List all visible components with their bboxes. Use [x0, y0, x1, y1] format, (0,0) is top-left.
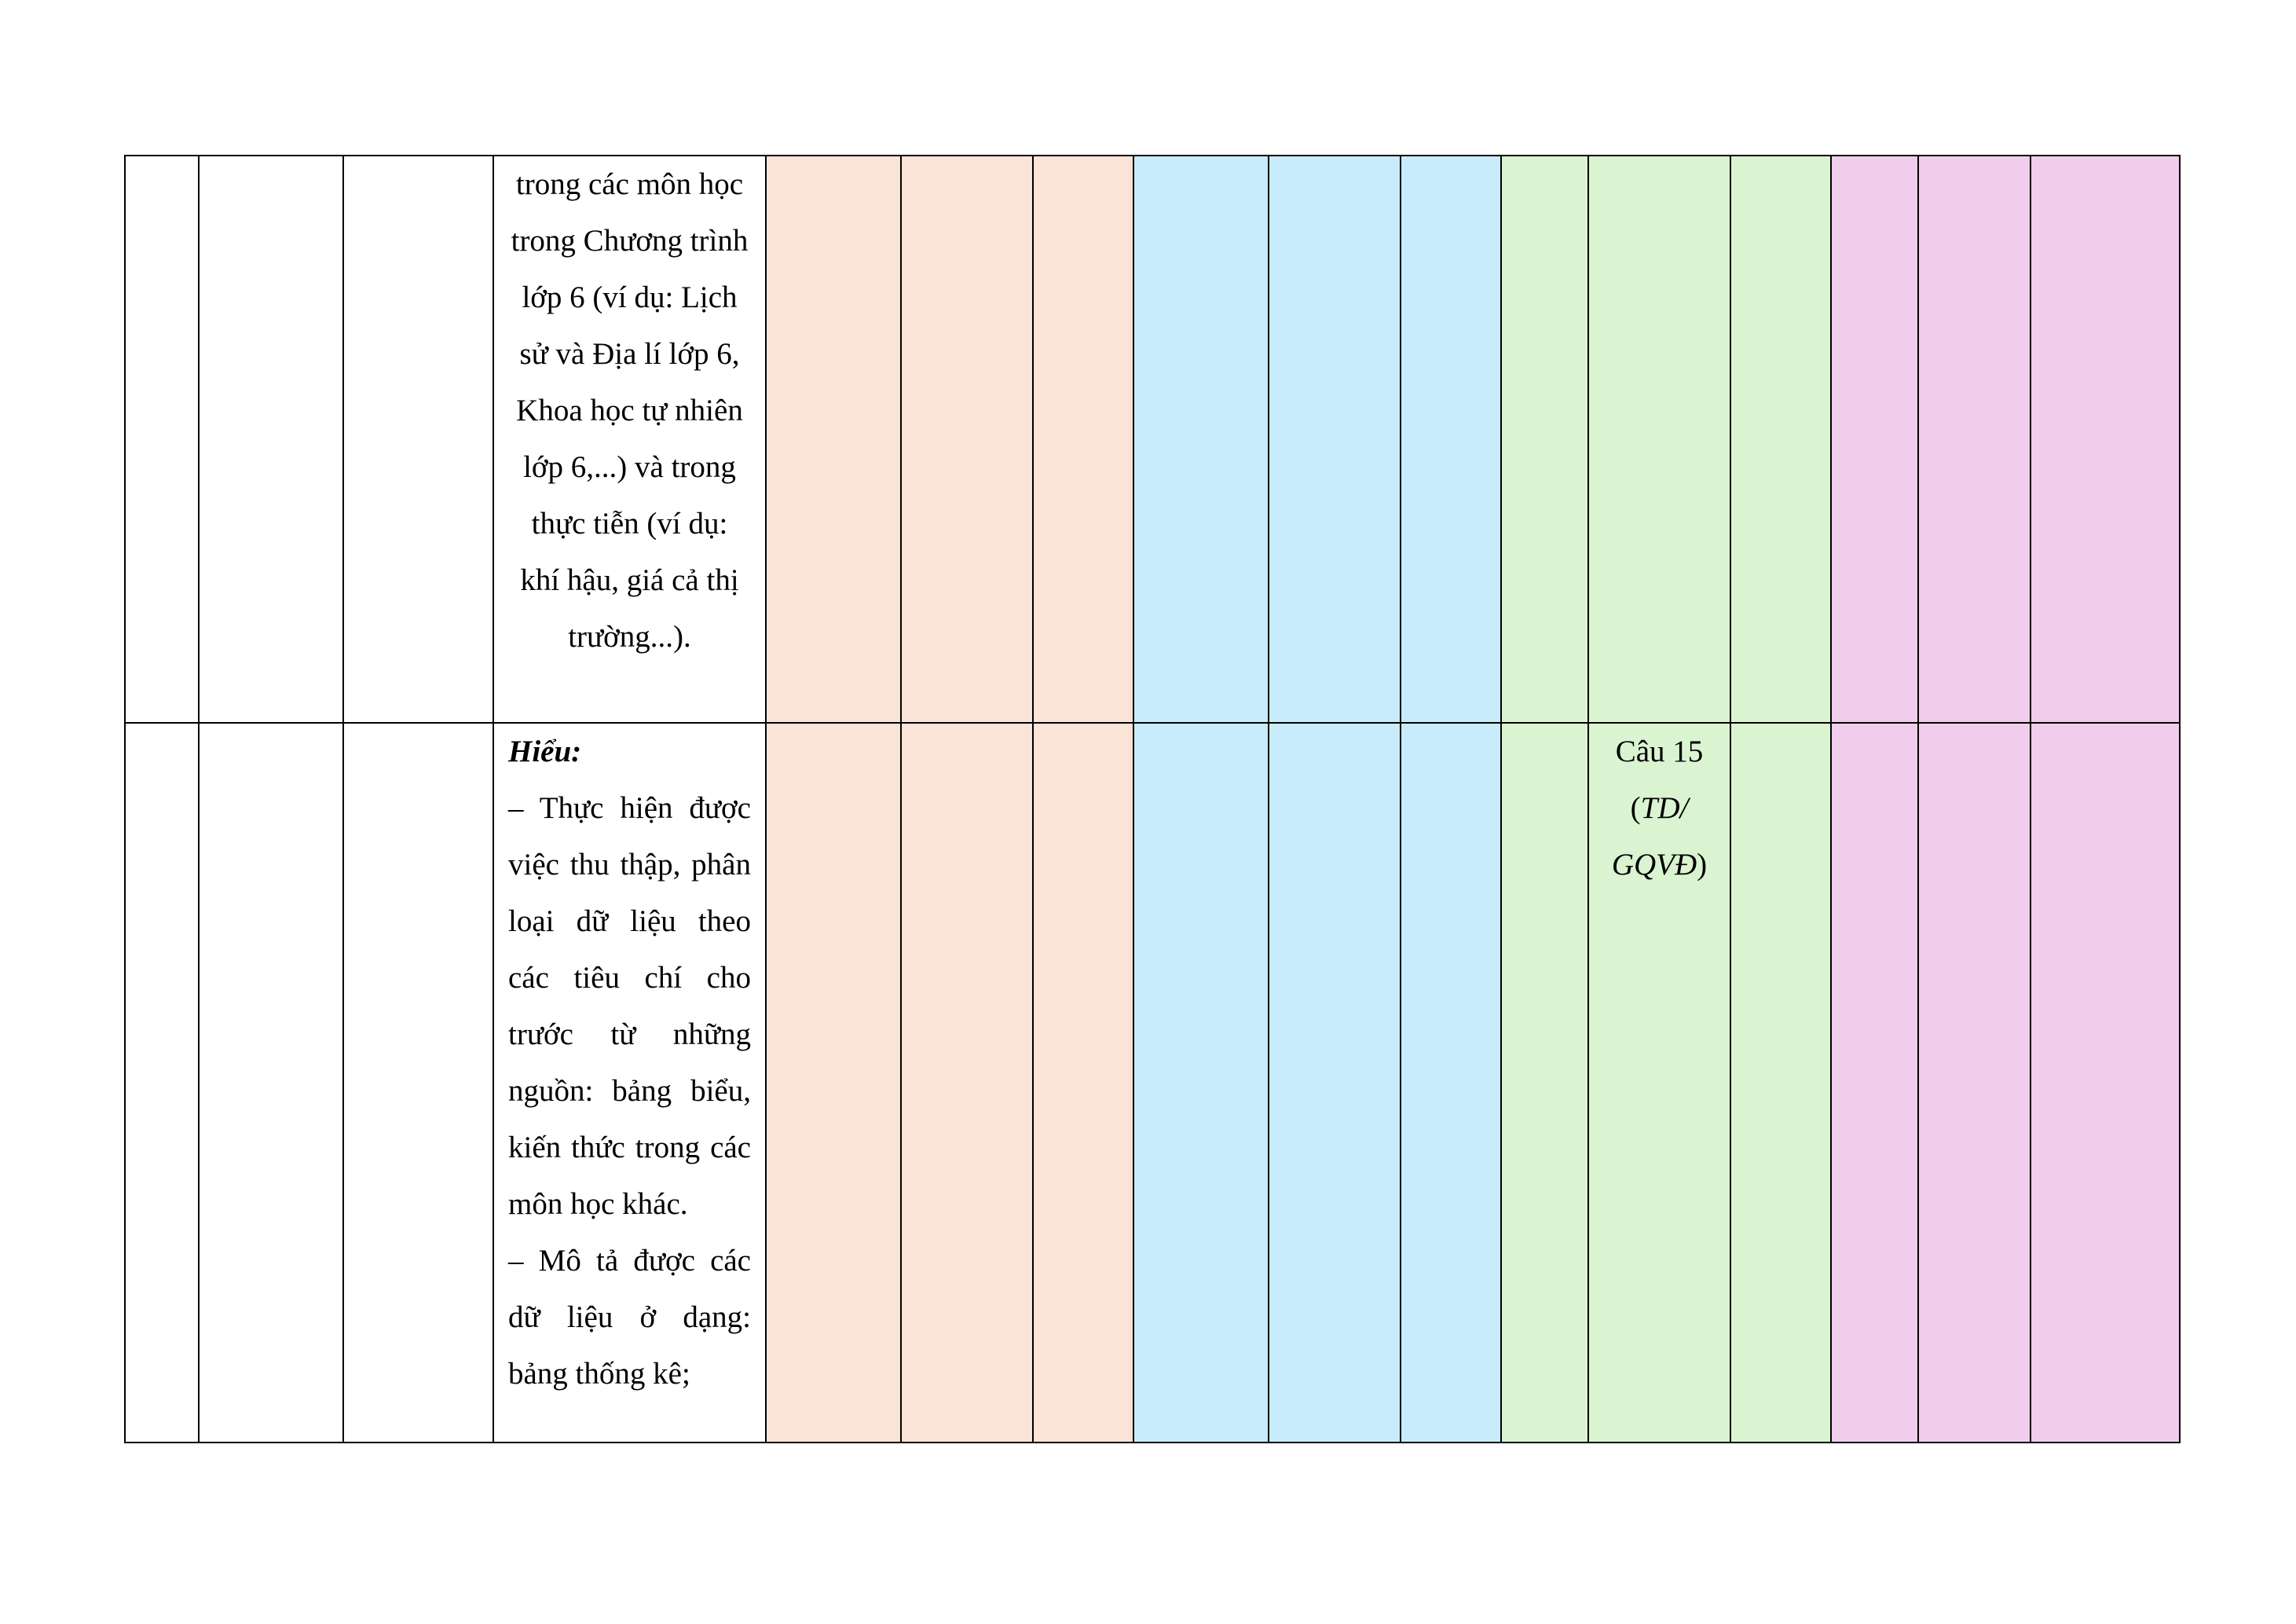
level-cell [1588, 156, 1730, 723]
level-cell [901, 723, 1033, 1443]
level-cell [1918, 156, 2031, 723]
level-cell [2031, 156, 2180, 723]
level-cell [1033, 156, 1133, 723]
requirement-item: – Thực hiện được việc thu thập, phân loại dữ liệu theo các tiêu chí cho trước từ những nguồn: bảng biểu, kiến thức trong các môn học khác. [508, 791, 751, 1221]
level-cell [1831, 723, 1918, 1443]
level-cell [1133, 156, 1269, 723]
level-label: Hiểu: [508, 735, 582, 768]
level-cell [766, 156, 901, 723]
index-cell [125, 723, 199, 1443]
level-cell [1730, 723, 1831, 1443]
table-row [125, 156, 2180, 723]
competency-line-2: GQVĐ) [1611, 848, 1708, 882]
assessment-matrix-table [124, 155, 2181, 1443]
index-cell [125, 156, 199, 723]
level-cell [1033, 723, 1133, 1443]
level-cell [2031, 723, 2180, 1443]
level-cell [1918, 723, 2031, 1443]
topic-cell [199, 156, 343, 723]
content-unit-cell [343, 723, 493, 1443]
topic-cell [199, 723, 343, 1443]
level-cell [1401, 156, 1501, 723]
competency-line-1: (TD/ [1630, 791, 1689, 825]
table-row [125, 723, 2180, 1443]
level-cell [1730, 156, 1831, 723]
level-cell [901, 156, 1033, 723]
level-cell [766, 723, 901, 1443]
question-label: Câu 15 [1615, 735, 1704, 768]
level-cell [1401, 723, 1501, 1443]
level-cell [1501, 156, 1588, 723]
content-unit-cell [343, 156, 493, 723]
question-cell [1588, 723, 1730, 1443]
requirement-cell [493, 156, 766, 723]
level-cell [1269, 723, 1401, 1443]
requirement-cell [493, 723, 766, 1443]
level-cell [1133, 723, 1269, 1443]
requirement-text: trong các môn học trong Chương trình lớp 6 (ví dụ: Lịch sử và Địa lí lớp 6, Khoa học tự nhiên lớp 6,...) và trong thực tiễn (ví dụ: khí hậu, giá cả thị trường...). [511, 167, 749, 654]
level-cell [1831, 156, 1918, 723]
level-cell [1501, 723, 1588, 1443]
level-cell [1269, 156, 1401, 723]
requirement-item: – Mô tả được các dữ liệu ở dạng: bảng thống kê; [508, 1244, 751, 1391]
